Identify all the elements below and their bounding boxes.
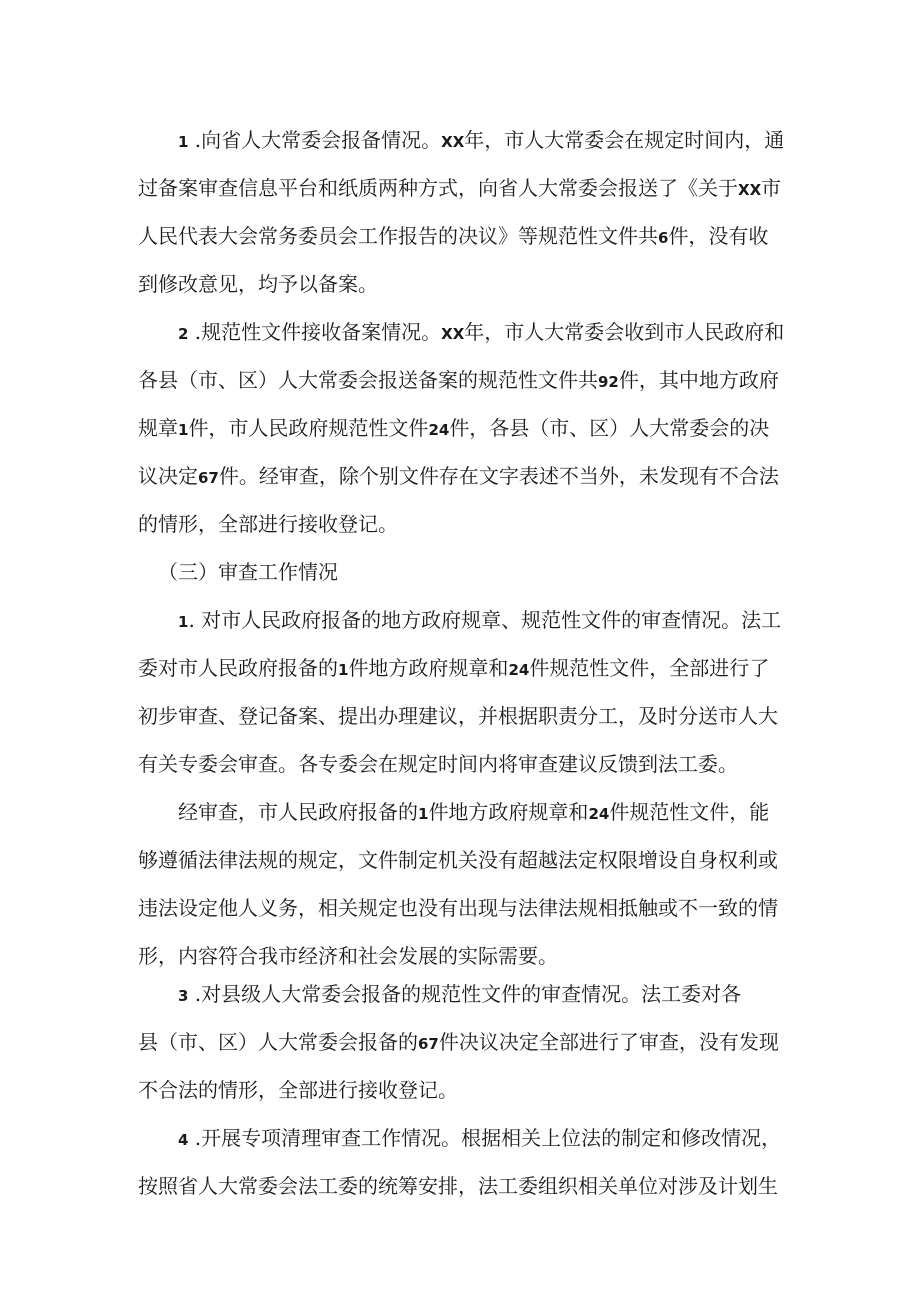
text-line: 县（市、区）人大常委会报备的67件决议决定全部进行了审查，没有发现 <box>138 1030 779 1054</box>
text-line: 3 .对县级人大常委会报备的规范性文件的审查情况。法工委对各 <box>178 982 742 1006</box>
text-line: 经审查，市人民政府报备的1件地方政府规章和24件规范性文件，能 <box>178 800 770 824</box>
text-line: 有关专委会审查。各专委会在规定时间内将审查建议反馈到法工委。 <box>138 752 738 776</box>
text-line: 够遵循法律法规的规定，文件制定机关没有超越法定权限增设自身权利或 <box>138 848 778 872</box>
text-line: 4 .开展专项清理审查工作情况。根据相关上位法的制定和修改情况， <box>178 1126 782 1150</box>
text-line: 初步审查、登记备案、提出办理建议，并根据职责分工，及时分送市人大 <box>138 704 778 728</box>
text-line: 人民代表大会常务委员会工作报告的决议》等规范性文件共6件，没有收 <box>138 224 769 248</box>
text-line: 过备案审查信息平台和纸质两种方式，向省人大常委会报送了《关于XX市 <box>138 176 782 200</box>
text-line: 形，内容符合我市经济和社会发展的实际需要。 <box>138 944 558 968</box>
text-line: 到修改意见，均予以备案。 <box>138 272 378 296</box>
text-line: 2 .规范性文件接收备案情况。XX年，市人大常委会收到市人民政府和 <box>178 320 785 344</box>
text-line: 1 .向省人大常委会报备情况。XX年，市人大常委会在规定时间内，通 <box>178 128 785 152</box>
text-line: 规章1件，市人民政府规范性文件24件，各县（市、区）人大常委会的决 <box>138 416 770 440</box>
text-line: 1. 对市人民政府报备的地方政府规章、规范性文件的审查情况。法工 <box>178 608 782 632</box>
text-line: 的情形，全部进行接收登记。 <box>138 512 398 536</box>
text-line: 委对市人民政府报备的1件地方政府规章和24件规范性文件，全部进行了 <box>138 656 770 680</box>
text-line: 各县（市、区）人大常委会报送备案的规范性文件共92件，其中地方政府 <box>138 368 779 392</box>
section-heading: （三）审查工作情况 <box>158 560 338 584</box>
text-line: 不合法的情形，全部进行接收登记。 <box>138 1078 458 1102</box>
text-line: 按照省人大常委会法工委的统筹安排，法工委组织相关单位对涉及计划生 <box>138 1174 778 1198</box>
text-line: 议决定67件。经审查，除个别文件存在文字表述不当外，未发现有不合法 <box>138 464 779 488</box>
text-line: 违法设定他人义务，相关规定也没有出现与法律法规相抵触或不一致的情 <box>138 896 778 920</box>
